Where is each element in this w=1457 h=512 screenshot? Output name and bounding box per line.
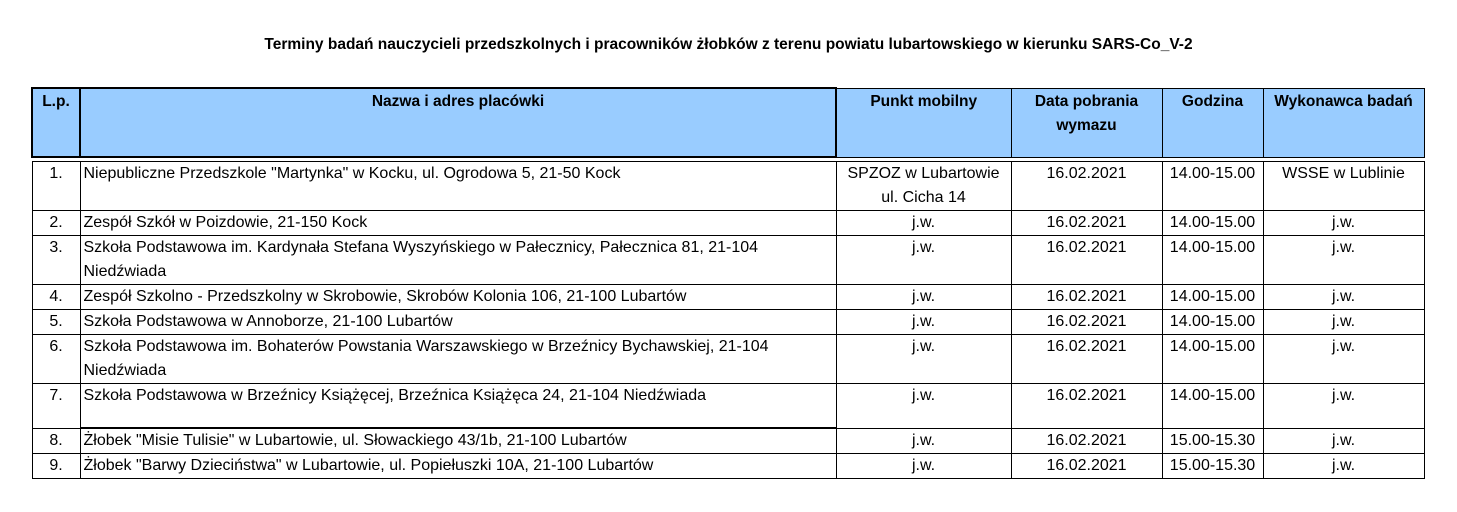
cell-name: Szkoła Podstawowa im. Kardynała Stefana Wyszyńskiego w Pałecznicy, Pałecznica 81, 21-104 Niedźwiada [80,236,836,285]
cell-performer: j.w. [1263,285,1424,310]
cell-time: 14.00-15.00 [1162,384,1263,429]
cell-lp: 5. [32,310,80,335]
cell-lp: 9. [32,454,80,479]
table-row [32,310,1424,335]
header-time: Godzina [1162,88,1263,157]
cell-time: 14.00-15.00 [1162,236,1263,285]
cell-time: 14.00-15.00 [1162,211,1263,236]
cell-lp: 4. [32,285,80,310]
cell-time: 14.00-15.00 [1162,162,1263,211]
cell-date: 16.02.2021 [1011,454,1162,479]
table-row [32,236,1424,285]
cell-name: Żłobek "Barwy Dzieciństwa" w Lubartowie, ul. Popiełuszki 10A, 21-100 Lubartów [80,454,836,479]
cell-performer: j.w. [1263,236,1424,285]
cell-performer: j.w. [1263,428,1424,454]
header-performer: Wykonawca badań [1263,88,1424,157]
cell-lp: 1. [32,162,80,211]
cell-point: j.w. [836,211,1011,236]
cell-time: 15.00-15.30 [1162,454,1263,479]
table-row [32,211,1424,236]
cell-lp: 6. [32,335,80,384]
cell-performer: WSSE w Lublinie [1263,162,1424,211]
cell-performer: j.w. [1263,384,1424,429]
header-date: Data pobrania wymazu [1011,88,1162,157]
cell-point: j.w. [836,384,1011,429]
cell-name: Zespół Szkół w Poizdowie, 21-150 Kock [80,211,836,236]
cell-performer: j.w. [1263,454,1424,479]
cell-name: Żłobek "Misie Tulisie" w Lubartowie, ul. Słowackiego 43/1b, 21-100 Lubartów [80,428,836,454]
cell-date: 16.02.2021 [1011,384,1162,429]
header-point: Punkt mobilny [836,88,1011,157]
table-row [32,162,1424,211]
cell-name: Szkoła Podstawowa w Brzeźnicy Książęcej, Brzeźnica Książęca 24, 21-104 Niedźwiada [80,384,836,429]
cell-date: 16.02.2021 [1011,236,1162,285]
document-title: Terminy badań nauczycieli przedszkolnych i pracowników żłobków z terenu powiatu lubartowskiego w kierunku SARS-Co_V-2 [264,36,1193,53]
cell-date: 16.02.2021 [1011,310,1162,335]
table-row [32,384,1424,429]
table-row [32,335,1424,384]
cell-date: 16.02.2021 [1011,285,1162,310]
cell-lp: 2. [32,211,80,236]
schedule-table [31,87,1425,479]
cell-time: 14.00-15.00 [1162,310,1263,335]
table-row [32,454,1424,479]
cell-lp: 7. [32,384,80,429]
cell-performer: j.w. [1263,211,1424,236]
header-name: Nazwa i adres placówki [80,88,836,157]
cell-name: Szkoła Podstawowa w Annoborze, 21-100 Lubartów [80,310,836,335]
cell-time: 14.00-15.00 [1162,285,1263,310]
cell-point: SPZOZ w Lubartowie ul. Cicha 14 [836,162,1011,211]
cell-performer: j.w. [1263,335,1424,384]
cell-point: j.w. [836,285,1011,310]
cell-lp: 8. [32,428,80,454]
table-row [32,285,1424,310]
cell-date: 16.02.2021 [1011,211,1162,236]
table-header-row [32,88,1424,157]
cell-performer: j.w. [1263,310,1424,335]
cell-point: j.w. [836,236,1011,285]
cell-point: j.w. [836,428,1011,454]
cell-point: j.w. [836,335,1011,384]
cell-lp: 3. [32,236,80,285]
cell-time: 14.00-15.00 [1162,335,1263,384]
cell-date: 16.02.2021 [1011,335,1162,384]
cell-point: j.w. [836,454,1011,479]
cell-time: 15.00-15.30 [1162,428,1263,454]
cell-date: 16.02.2021 [1011,428,1162,454]
cell-date: 16.02.2021 [1011,162,1162,211]
cell-name: Szkoła Podstawowa im. Bohaterów Powstania Warszawskiego w Brzeźnicy Bychawskiej, 21-104 Niedźwiada [80,335,836,384]
cell-point: j.w. [836,310,1011,335]
table-row [32,428,1424,454]
cell-name: Niepubliczne Przedszkole "Martynka" w Kocku, ul. Ogrodowa 5, 21-50 Kock [80,162,836,211]
cell-name: Zespół Szkolno - Przedszkolny w Skrobowie, Skrobów Kolonia 106, 21-100 Lubartów [80,285,836,310]
header-lp: L.p. [32,88,80,157]
